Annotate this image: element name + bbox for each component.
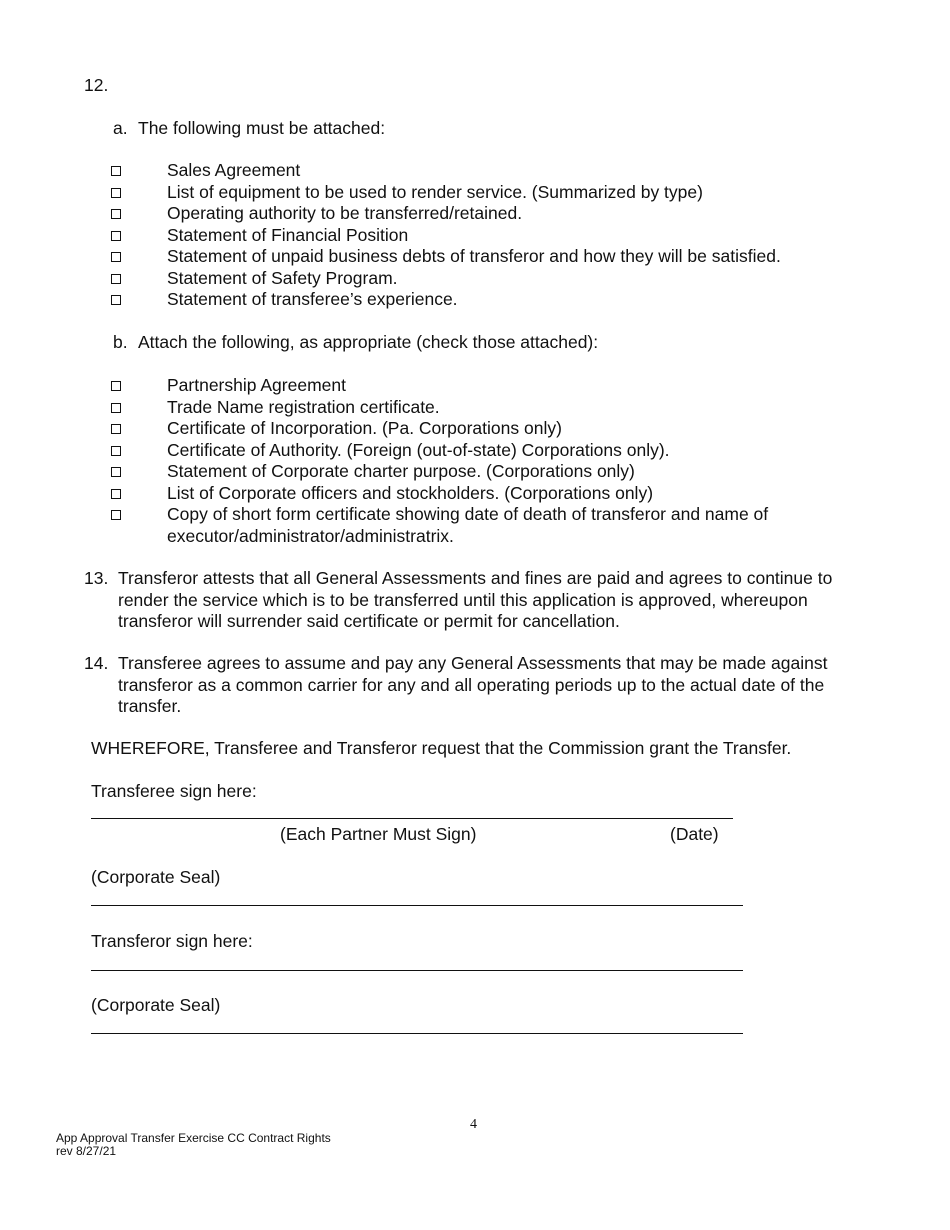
corporate-seal-label-2: (Corporate Seal) [91, 995, 221, 1015]
each-partner-must-sign-caption: (Each Partner Must Sign) [280, 824, 477, 844]
section-14-text [118, 653, 898, 718]
checklist-item-label: Statement of Financial Position [167, 224, 409, 245]
required-attachments-list [111, 160, 891, 311]
checkbox[interactable] [111, 424, 121, 434]
checkbox[interactable] [111, 381, 121, 391]
section-13-number: 13. [84, 568, 109, 588]
corporate-seal-line-1[interactable] [91, 905, 743, 906]
section-13-text [118, 568, 898, 633]
corporate-seal-line-2[interactable] [91, 1033, 743, 1034]
transferor-sign-label: Transferor sign here: [91, 931, 253, 951]
checklist-item [111, 268, 891, 290]
checklist-item [111, 440, 891, 462]
checkbox[interactable] [111, 403, 121, 413]
checklist-item-label: Trade Name registration certificate. [167, 396, 440, 417]
checklist-item-label: executor/administrator/administratrix. [167, 525, 454, 546]
checklist-item [111, 225, 891, 247]
checklist-item-label: Statement of unpaid business debts of transferor and how they will be satisfied. [167, 246, 781, 266]
checklist-item-label: List of equipment to be used to render service. (Summarized by type) [167, 181, 703, 202]
checkbox[interactable] [111, 231, 121, 241]
checkbox[interactable] [111, 295, 121, 305]
section-12-number: 12. [84, 75, 109, 95]
checklist-item-label: Statement of Corporate charter purpose. (Corporations only) [167, 461, 635, 481]
checkbox[interactable] [111, 489, 121, 499]
checkbox[interactable] [111, 510, 121, 520]
section-13-line: render the service which is to be transferred until this application is approved, whereupon [118, 589, 808, 610]
checkbox[interactable] [111, 274, 121, 284]
transferee-sign-label: Transferee sign here: [91, 781, 257, 801]
wherefore-statement: WHEREFORE, Transferee and Transferor request that the Commission grant the Transfer. [91, 738, 792, 758]
transferor-signature-line[interactable] [91, 970, 743, 971]
section-14-line: transferor as a common carrier for any and all operating periods up to the actual date of the [118, 674, 825, 695]
section-14-line: Transferee agrees to assume and pay any General Assessments that may be made against [118, 653, 828, 673]
section-12b-heading: Attach the following, as appropriate (check those attached): [138, 332, 599, 352]
checkbox[interactable] [111, 209, 121, 219]
section-12a-heading: The following must be attached: [138, 118, 386, 138]
checkbox[interactable] [111, 166, 121, 176]
checklist-item [111, 246, 891, 268]
checklist-item [111, 461, 891, 483]
checklist-item [111, 203, 891, 225]
date-caption: (Date) [670, 824, 719, 844]
checklist-item [111, 418, 891, 440]
checkbox[interactable] [111, 188, 121, 198]
section-14-line: transfer. [118, 696, 182, 716]
checklist-item [111, 483, 891, 505]
section-13-line: transferor will surrender said certificate or permit for cancellation. [118, 611, 620, 631]
checklist-item-label: Statement of Safety Program. [167, 267, 398, 288]
checklist-item-label: Partnership Agreement [167, 375, 346, 395]
checklist-item [111, 160, 891, 182]
section-12b-label: b. [113, 332, 128, 352]
footer-form-title: App Approval Transfer Exercise CC Contract Rights [56, 1131, 331, 1145]
checkbox[interactable] [111, 252, 121, 262]
checklist-item-label: Statement of transferee’s experience. [167, 289, 458, 309]
transferee-signature-line[interactable] [91, 818, 733, 819]
checklist-item-label: Certificate of Authority. (Foreign (out-of-state) Corporations only). [167, 439, 670, 460]
checklist-item-label: Sales Agreement [167, 160, 301, 180]
corporate-seal-label-1: (Corporate Seal) [91, 867, 221, 887]
footer-revision: rev 8/27/21 [56, 1144, 117, 1158]
checklist-item-label: Operating authority to be transferred/retained. [167, 203, 523, 223]
checklist-item-label: Copy of short form certificate showing date of death of transferor and name of [167, 504, 769, 524]
checklist-item-label: Certificate of Incorporation. (Pa. Corporations only) [167, 418, 562, 438]
checklist-item [111, 289, 891, 311]
page-number: 4 [470, 1117, 477, 1132]
checkbox[interactable] [111, 446, 121, 456]
checklist-item [111, 182, 891, 204]
checklist-item [111, 397, 891, 419]
section-12a-label: a. [113, 118, 128, 138]
section-13-line: Transferor attests that all General Assessments and fines are paid and agrees to continue to [118, 568, 833, 588]
checkbox[interactable] [111, 467, 121, 477]
optional-attachments-list [111, 375, 891, 504]
section-14-number: 14. [84, 653, 109, 673]
checklist-item [111, 375, 891, 397]
checklist-item-label: List of Corporate officers and stockholders. (Corporations only) [167, 482, 654, 503]
